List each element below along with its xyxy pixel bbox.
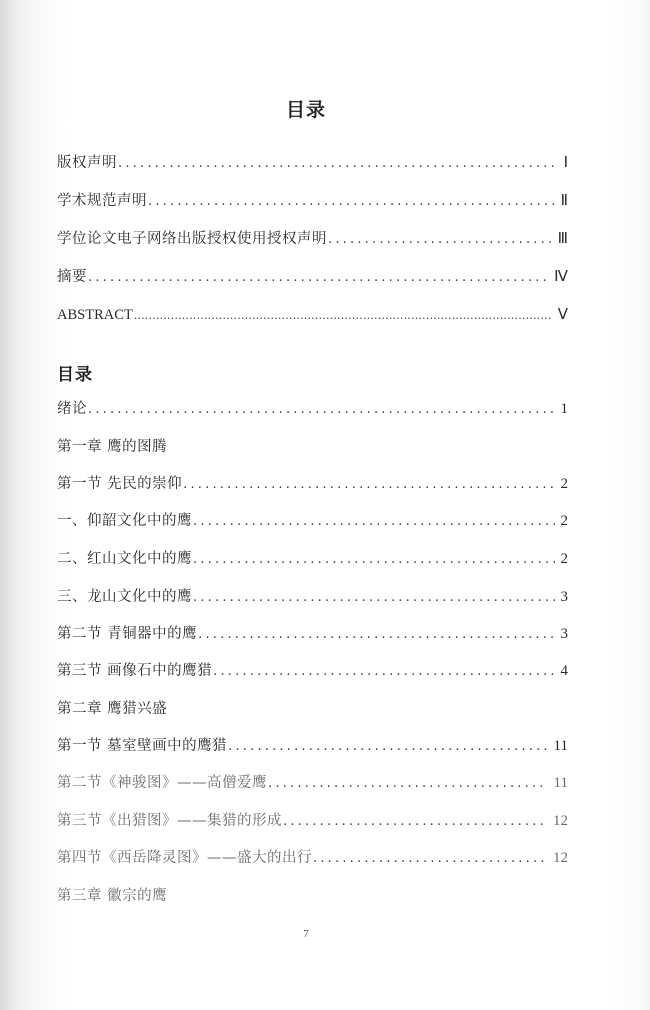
toc-entry-page: 2: [560, 551, 568, 567]
dot-leader: [193, 548, 555, 572]
toc-entry-title: 第二节 青铜器中的鹰: [57, 626, 198, 642]
toc-entry-page: 1: [560, 401, 568, 417]
toc-entry-title: 第三节《出猎图》——集猎的形成: [57, 813, 282, 829]
chapter-heading: [57, 697, 568, 721]
toc-entry-title: 学术规范声明: [57, 193, 147, 209]
toc-entry: [57, 585, 568, 609]
toc-entry: [57, 189, 568, 213]
toc-entry: [57, 509, 568, 533]
toc-entry-page: 2: [560, 476, 568, 492]
toc-entry-title: 第一节 墓室壁画中的鹰猎: [57, 738, 228, 754]
dot-leader: [183, 473, 554, 497]
contents-heading: 目录: [57, 365, 93, 385]
toc-entry: [57, 472, 568, 496]
toc-entry-page: 2: [560, 513, 568, 529]
dot-leader: [193, 586, 555, 610]
toc-entry-title: 学位论文电子网络出版授权使用授权声明: [57, 231, 327, 247]
toc-entry-page: 3: [560, 589, 568, 605]
dot-leader: [88, 266, 548, 290]
dot-leader: [268, 772, 548, 796]
toc-entry-page: Ⅳ: [554, 269, 568, 285]
dot-leader: [213, 660, 554, 684]
toc-entry-title: 第三章 徽宗的鹰: [57, 888, 168, 904]
dot-leader: [313, 847, 547, 871]
dot-leader: [228, 735, 547, 759]
toc-entry-page: Ⅴ: [557, 307, 568, 323]
toc-entry-title: 二、红山文化中的鹰: [57, 551, 192, 567]
dot-leader: [88, 398, 555, 422]
toc-entry: [57, 547, 568, 571]
toc-entry-title: 绪论: [57, 401, 87, 417]
toc-entry: [57, 771, 568, 795]
toc-entry: [57, 809, 568, 833]
toc-entry-page: 4: [560, 663, 568, 679]
toc-entry-title: 第二节《神骏图》——高僧爱鹰: [57, 775, 267, 791]
toc-entry: [57, 397, 568, 421]
toc-entry-title: 第一章 鹰的图腾: [57, 439, 168, 455]
toc-entry-page: 12: [553, 850, 568, 866]
toc-entry: [57, 303, 568, 327]
dot-leader: [198, 623, 554, 647]
toc-entry-page: 11: [553, 738, 568, 754]
toc-entry-page: 11: [553, 775, 568, 791]
chapter-heading: [57, 435, 568, 459]
chapter-heading: [57, 884, 568, 908]
toc-entry-title: 三、龙山文化中的鹰: [57, 589, 192, 605]
toc-entry-page: Ⅱ: [560, 193, 568, 209]
toc-entry: [57, 846, 568, 870]
toc-entry: [57, 265, 568, 289]
page-number: 7: [303, 928, 309, 940]
toc-entry-title: 第三节 画像石中的鹰猎: [57, 663, 213, 679]
toc-entry-title: 一、仰韶文化中的鹰: [57, 513, 192, 529]
toc-entry-page: 12: [553, 813, 568, 829]
dot-leader: [134, 304, 552, 328]
toc-entry-title: 第一节 先民的崇仰: [57, 476, 183, 492]
toc-entry: [57, 151, 568, 175]
toc-entry-title: 第二章 鹰猎兴盛: [57, 701, 168, 717]
dot-leader: [193, 510, 555, 534]
toc-entry-title: 版权声明: [57, 155, 117, 171]
dot-leader: [118, 152, 558, 176]
toc-entry: [57, 659, 568, 683]
toc-entry-page: 3: [560, 626, 568, 642]
toc-entry-page: Ⅰ: [563, 155, 568, 171]
dot-leader: [283, 810, 547, 834]
toc-entry-title: 摘要: [57, 269, 87, 285]
toc-entry: [57, 622, 568, 646]
toc-entry-title: ABSTRACT: [57, 307, 133, 323]
page-title: 目录: [285, 99, 326, 121]
dot-leader: [148, 190, 555, 214]
toc-entry-page: Ⅲ: [557, 231, 568, 247]
toc-entry: [57, 734, 568, 758]
toc-entry-title: 第四节《西岳降灵图》——盛大的出行: [57, 850, 312, 866]
toc-entry: [57, 227, 568, 251]
dot-leader: [328, 228, 552, 252]
